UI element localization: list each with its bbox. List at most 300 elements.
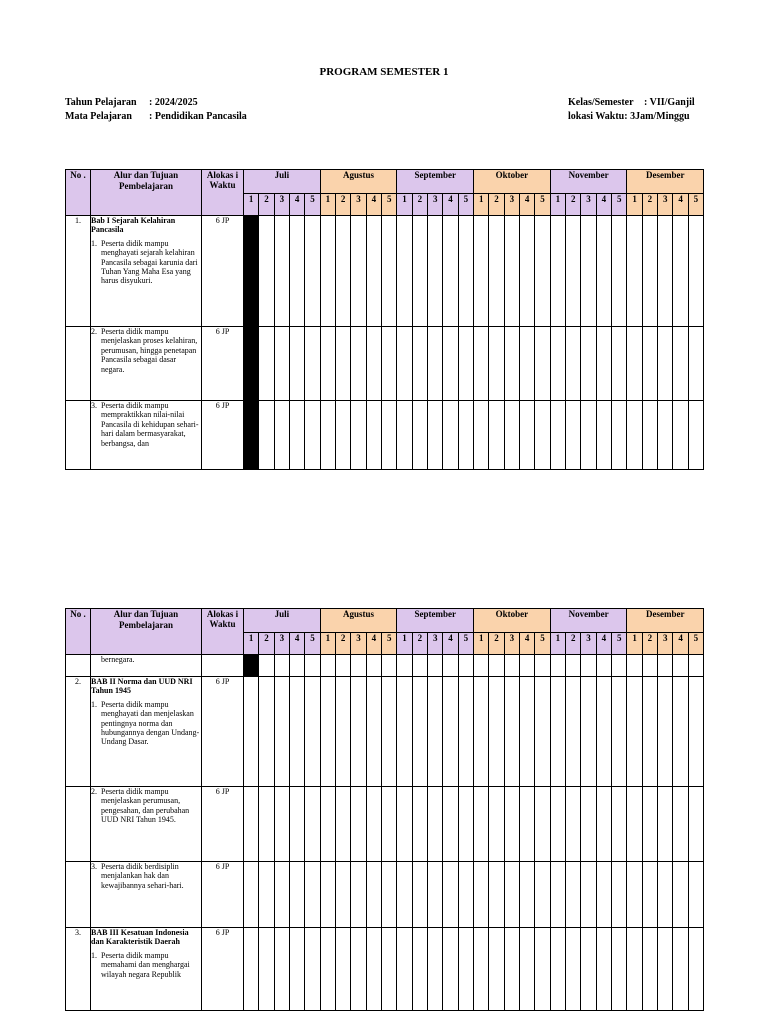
week-cell [320, 787, 335, 862]
week-cell [412, 677, 427, 787]
week-header: 5 [612, 193, 627, 216]
week-cell [382, 401, 397, 470]
week-cell [520, 787, 535, 862]
week-cell [535, 787, 550, 862]
week-cell [474, 928, 489, 1011]
chapter-title: BAB III Kesatuan Indonesia dan Karakteristik Daerah [91, 928, 189, 947]
week-cell [305, 677, 320, 787]
week-cell [474, 327, 489, 401]
week-cell [489, 401, 504, 470]
week-cell [612, 655, 627, 677]
week-cell [443, 401, 458, 470]
week-cell [596, 787, 611, 862]
week-cell [259, 401, 274, 470]
learning-objective-cell [91, 401, 202, 470]
week-cell [535, 216, 550, 327]
week-cell [474, 401, 489, 470]
week-cell [504, 677, 519, 787]
week-cell [443, 216, 458, 327]
week-cell [581, 787, 596, 862]
week-cell [688, 677, 703, 787]
objective-number: 2. [91, 787, 97, 796]
week-cell [443, 655, 458, 677]
week-cell [336, 401, 351, 470]
week-header: 3 [351, 632, 366, 655]
week-cell [397, 216, 412, 327]
week-cell [428, 327, 443, 401]
week-cell [566, 928, 581, 1011]
week-cell [658, 677, 673, 787]
week-cell [244, 928, 259, 1011]
objective-number: 1. [91, 699, 97, 709]
alokasi-waktu [202, 655, 244, 677]
week-cell [596, 677, 611, 787]
week-cell [627, 677, 642, 787]
month-header: Juli [244, 170, 321, 194]
week-header: 1 [550, 193, 565, 216]
header-alokasi: Alokas i Waktu [202, 609, 244, 655]
week-cell [504, 216, 519, 327]
week-cell [688, 928, 703, 1011]
table-row [66, 327, 704, 401]
week-header: 3 [658, 193, 673, 216]
week-cell [274, 928, 289, 1011]
week-cell [412, 862, 427, 928]
week-header: 5 [382, 193, 397, 216]
week-cell [274, 787, 289, 862]
week-cell [489, 677, 504, 787]
week-cell [489, 862, 504, 928]
objective [91, 401, 201, 448]
week-cell [412, 216, 427, 327]
week-cell [259, 216, 274, 327]
week-cell [520, 928, 535, 1011]
week-cell [581, 655, 596, 677]
week-cell [596, 216, 611, 327]
week-cell [688, 216, 703, 327]
week-cell [458, 327, 473, 401]
header-alur: Alur dan Tujuan Pembelajaran [91, 609, 202, 655]
week-cell [504, 862, 519, 928]
week-header: 1 [627, 193, 642, 216]
header-row-months [66, 609, 704, 633]
week-cell [550, 928, 565, 1011]
week-header: 3 [274, 193, 289, 216]
week-cell [366, 787, 381, 862]
week-header: 1 [320, 632, 335, 655]
program-table-2 [65, 608, 704, 1011]
week-cell [443, 862, 458, 928]
objective-text: Peserta didik mampu memahami dan menghargai wilayah negara Republik [101, 950, 190, 979]
week-cell [474, 862, 489, 928]
month-header: Desember [627, 170, 704, 194]
week-header: 1 [627, 632, 642, 655]
header-no: No . [66, 170, 91, 216]
week-cell [566, 216, 581, 327]
week-cell [412, 787, 427, 862]
alokasi-waktu: 6 JP [202, 677, 244, 787]
objective [91, 655, 201, 664]
week-cell [351, 928, 366, 1011]
week-cell [642, 787, 657, 862]
row-number [66, 787, 91, 862]
week-cell [428, 787, 443, 862]
objective-text: Peserta didik mampu menjelaskan perumusan, pengesahan, dan perubahan UUD NRI Tahun 1945. [101, 787, 190, 825]
week-cell [504, 928, 519, 1011]
week-cell [658, 327, 673, 401]
week-cell [596, 862, 611, 928]
week-cell [274, 216, 289, 327]
week-cell [612, 677, 627, 787]
week-cell [627, 401, 642, 470]
week-cell [612, 862, 627, 928]
week-cell [320, 928, 335, 1011]
table-row [66, 655, 704, 677]
week-cell [351, 862, 366, 928]
week-header: 5 [535, 632, 550, 655]
week-cell [351, 401, 366, 470]
week-cell [458, 787, 473, 862]
week-cell [428, 401, 443, 470]
month-header: September [397, 170, 474, 194]
week-cell [642, 928, 657, 1011]
week-cell [550, 862, 565, 928]
week-header: 2 [642, 193, 657, 216]
week-cell [642, 862, 657, 928]
week-cell [351, 327, 366, 401]
week-cell [658, 401, 673, 470]
week-cell [320, 862, 335, 928]
week-cell [259, 787, 274, 862]
week-cell [305, 216, 320, 327]
week-header: 5 [382, 632, 397, 655]
week-header: 3 [504, 632, 519, 655]
objective [91, 951, 201, 979]
week-cell [458, 928, 473, 1011]
week-cell [428, 216, 443, 327]
week-header: 3 [581, 193, 596, 216]
week-cell [274, 401, 289, 470]
week-cell [673, 655, 688, 677]
row-number [66, 327, 91, 401]
week-cell [305, 928, 320, 1011]
week-header: 4 [443, 193, 458, 216]
week-cell [627, 655, 642, 677]
week-cell [688, 327, 703, 401]
week-header: 2 [566, 193, 581, 216]
week-header: 5 [612, 632, 627, 655]
week-cell [596, 928, 611, 1011]
week-cell [581, 928, 596, 1011]
scheduled-week-cell [244, 327, 259, 401]
week-cell [397, 677, 412, 787]
week-cell [412, 928, 427, 1011]
chapter-title: BAB II Norma dan UUD NRI Tahun 1945 [91, 677, 193, 696]
week-cell [336, 327, 351, 401]
week-cell [366, 327, 381, 401]
week-header: 4 [596, 193, 611, 216]
week-header: 5 [305, 193, 320, 216]
alokasi-waktu: 6 JP [202, 862, 244, 928]
week-cell [320, 401, 335, 470]
objective [91, 787, 201, 825]
week-cell [428, 655, 443, 677]
week-cell [474, 787, 489, 862]
week-cell [259, 655, 274, 677]
week-cell [642, 216, 657, 327]
week-cell [688, 862, 703, 928]
alokasi-waktu: 6 JP [202, 216, 244, 327]
table-row [66, 401, 704, 470]
objective-text: Peserta didik mampu menghayati sejarah kelahiran Pancasila sebagai karunia dari Tuhan Yang Maha Esa yang harus disyukuri. [101, 238, 198, 286]
week-header: 1 [244, 632, 259, 655]
week-cell [688, 787, 703, 862]
week-cell [259, 862, 274, 928]
week-cell [443, 928, 458, 1011]
week-cell [627, 787, 642, 862]
week-cell [581, 327, 596, 401]
month-header: September [397, 609, 474, 633]
week-header: 2 [412, 193, 427, 216]
chapter-title: Bab I Sejarah Kelahiran Pancasila [91, 216, 176, 235]
week-header: 5 [458, 193, 473, 216]
header-row-months [66, 170, 704, 194]
week-cell [627, 216, 642, 327]
week-cell [673, 862, 688, 928]
header-alokasi: Alokas i Waktu [202, 170, 244, 216]
week-header: 3 [581, 632, 596, 655]
week-header: 2 [336, 632, 351, 655]
learning-objective-cell [91, 677, 202, 787]
alokasi-waktu: 6 JP [202, 401, 244, 470]
week-header: 2 [489, 193, 504, 216]
objective-number: 3. [91, 401, 97, 410]
week-cell [520, 677, 535, 787]
week-cell [366, 655, 381, 677]
objective-number: 1. [91, 238, 97, 248]
objective-text: bernegara. [101, 655, 135, 664]
row-number [66, 862, 91, 928]
week-cell [305, 401, 320, 470]
week-cell [550, 327, 565, 401]
week-cell [504, 787, 519, 862]
week-cell [596, 655, 611, 677]
week-cell [550, 787, 565, 862]
week-cell [244, 787, 259, 862]
week-header: 4 [366, 193, 381, 216]
week-header: 5 [535, 193, 550, 216]
week-cell [397, 655, 412, 677]
week-cell [351, 787, 366, 862]
week-cell [658, 928, 673, 1011]
week-cell [397, 401, 412, 470]
week-cell [458, 677, 473, 787]
week-header: 4 [289, 632, 304, 655]
meta-right [568, 96, 695, 124]
week-header: 2 [489, 632, 504, 655]
week-cell [520, 401, 535, 470]
week-cell [382, 327, 397, 401]
week-header: 1 [474, 632, 489, 655]
week-cell [289, 787, 304, 862]
week-cell [535, 327, 550, 401]
week-header: 1 [320, 193, 335, 216]
week-cell [289, 216, 304, 327]
learning-objective-cell [91, 655, 202, 677]
week-cell [397, 787, 412, 862]
week-header: 4 [596, 632, 611, 655]
objective [91, 700, 201, 747]
week-cell [535, 862, 550, 928]
week-cell [596, 327, 611, 401]
week-cell [305, 787, 320, 862]
week-cell [612, 928, 627, 1011]
objective-text: Peserta didik mampu menjelaskan proses kelahiran, perumusan, hingga penetapan Pancasila sebagai dasar negara. [101, 327, 198, 374]
week-header: 3 [428, 632, 443, 655]
week-header: 3 [658, 632, 673, 655]
learning-objective-cell [91, 787, 202, 862]
week-cell [688, 655, 703, 677]
week-header: 5 [688, 632, 703, 655]
week-header: 1 [397, 193, 412, 216]
week-cell [289, 401, 304, 470]
week-cell [320, 327, 335, 401]
week-cell [535, 401, 550, 470]
week-header: 1 [474, 193, 489, 216]
header-no: No . [66, 609, 91, 655]
table-row [66, 787, 704, 862]
week-cell [443, 677, 458, 787]
week-cell [366, 928, 381, 1011]
week-cell [428, 862, 443, 928]
week-cell [612, 401, 627, 470]
week-cell [382, 928, 397, 1011]
week-cell [336, 655, 351, 677]
week-cell [397, 928, 412, 1011]
week-cell [366, 862, 381, 928]
scheduled-week-cell [244, 655, 259, 677]
week-header: 4 [443, 632, 458, 655]
week-header: 4 [520, 193, 535, 216]
week-cell [673, 327, 688, 401]
alokasi-waktu: 6 JP [202, 327, 244, 401]
objective-number: 3. [91, 862, 97, 871]
week-cell [520, 216, 535, 327]
program-table-1 [65, 169, 704, 470]
week-header: 4 [520, 632, 535, 655]
alokasi-waktu: 6 JP [202, 787, 244, 862]
week-cell [289, 928, 304, 1011]
week-header: 1 [397, 632, 412, 655]
month-header: Desember [627, 609, 704, 633]
week-cell [550, 655, 565, 677]
week-cell [612, 216, 627, 327]
week-cell [627, 862, 642, 928]
table-row [66, 677, 704, 787]
week-cell [489, 655, 504, 677]
month-header: Agustus [320, 609, 397, 633]
week-cell [366, 216, 381, 327]
week-cell [642, 401, 657, 470]
objective-number: 1. [91, 950, 97, 960]
week-cell [642, 327, 657, 401]
meta-subject: Mata Pelajaran : Pendidikan Pancasila [65, 111, 247, 122]
row-number: 1. [66, 216, 91, 327]
month-header: Agustus [320, 170, 397, 194]
week-cell [366, 677, 381, 787]
scheduled-week-cell [244, 401, 259, 470]
week-cell [489, 216, 504, 327]
week-cell [305, 862, 320, 928]
week-cell [428, 928, 443, 1011]
week-cell [259, 928, 274, 1011]
week-header: 2 [412, 632, 427, 655]
week-cell [397, 327, 412, 401]
week-cell [489, 327, 504, 401]
week-cell [581, 216, 596, 327]
scheduled-week-cell [244, 216, 259, 327]
week-cell [320, 677, 335, 787]
week-cell [550, 216, 565, 327]
row-number [66, 401, 91, 470]
week-header: 2 [336, 193, 351, 216]
month-header: Juli [244, 609, 321, 633]
week-cell [458, 216, 473, 327]
week-cell [504, 327, 519, 401]
week-header: 4 [366, 632, 381, 655]
page-title: PROGRAM SEMESTER 1 [319, 66, 449, 78]
table-row [66, 216, 704, 327]
week-cell [673, 787, 688, 862]
table-row [66, 928, 704, 1011]
week-cell [382, 677, 397, 787]
week-header: 1 [244, 193, 259, 216]
week-cell [535, 677, 550, 787]
objective [91, 327, 201, 374]
week-cell [289, 677, 304, 787]
week-cell [428, 677, 443, 787]
week-header: 5 [305, 632, 320, 655]
week-cell [520, 327, 535, 401]
week-cell [397, 862, 412, 928]
week-cell [566, 327, 581, 401]
week-cell [458, 862, 473, 928]
week-cell [244, 677, 259, 787]
week-cell [351, 655, 366, 677]
objective [91, 862, 201, 890]
meta-class: Kelas/Semester : VII/Ganjil [568, 97, 695, 108]
meta-year: Tahun Pelajaran : 2024/2025 [65, 97, 198, 108]
week-header: 3 [504, 193, 519, 216]
week-cell [612, 787, 627, 862]
week-cell [627, 327, 642, 401]
week-cell [320, 216, 335, 327]
week-header: 2 [566, 632, 581, 655]
week-cell [550, 401, 565, 470]
row-number: 2. [66, 677, 91, 787]
week-cell [535, 928, 550, 1011]
week-header: 2 [259, 632, 274, 655]
week-header: 3 [428, 193, 443, 216]
table-row [66, 862, 704, 928]
week-cell [673, 216, 688, 327]
month-header: November [550, 170, 627, 194]
week-cell [474, 216, 489, 327]
week-cell [566, 655, 581, 677]
week-cell [274, 327, 289, 401]
week-cell [305, 655, 320, 677]
week-cell [336, 928, 351, 1011]
